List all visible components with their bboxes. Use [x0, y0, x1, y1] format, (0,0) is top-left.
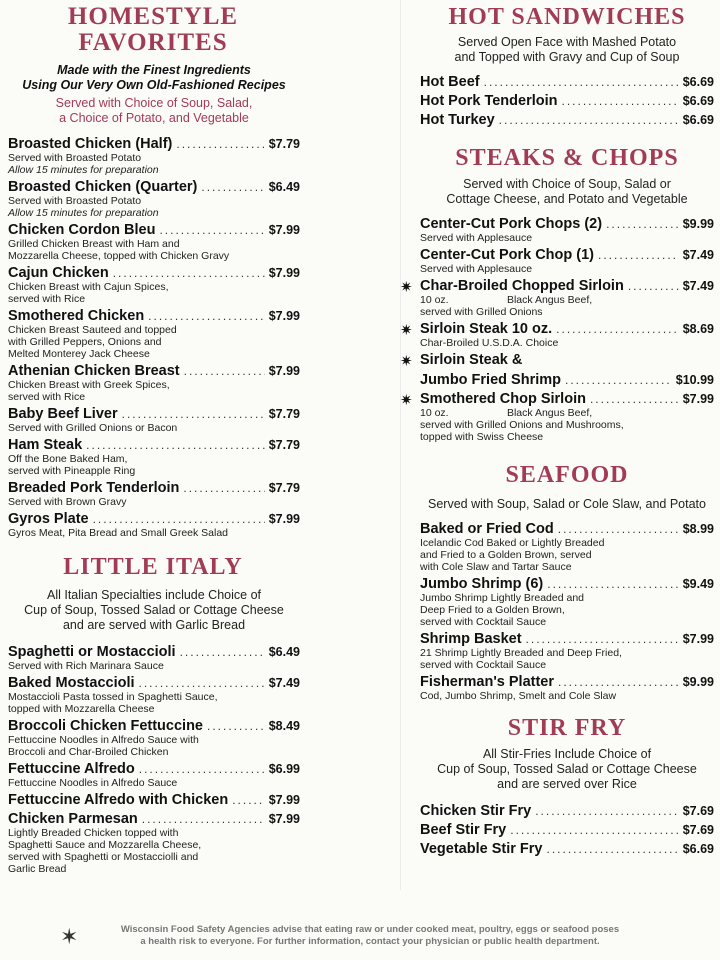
item-name: Smothered Chop Sirloin	[420, 391, 586, 408]
item-name: Sirloin Steak 10 oz.	[420, 321, 553, 338]
menu-item	[420, 521, 714, 573]
menu-item	[8, 265, 300, 305]
item-price: $7.79	[268, 480, 300, 495]
item-desc: and Fried to a Golden Brown, served	[420, 548, 592, 561]
homestyle-title-line1: HOMESTYLE	[67, 3, 239, 30]
item-desc: served with Rice	[8, 292, 86, 305]
item-name: Hot Beef	[420, 74, 480, 91]
item-name: Center-Cut Pork Chop (1)	[420, 247, 594, 264]
item-desc: Fettuccine Noodles in Alfredo Sauce with	[8, 733, 199, 746]
item-desc: Spaghetti Sauce and Mozzarella Cheese,	[8, 838, 202, 851]
item-note: Allow 15 minutes for preparation	[8, 163, 159, 176]
stirfry-intro-1: All Stir-Fries Include Choice of	[482, 746, 652, 761]
homestyle-intro-2: Using Our Very Own Old-Fashioned Recipes	[22, 77, 286, 92]
item-desc: Chicken Breast with Greek Spices,	[8, 378, 170, 391]
stirfry-intro-2: Cup of Soup, Tossed Salad or Cottage Cheese	[437, 761, 697, 776]
menu-item	[8, 811, 300, 875]
item-desc: Jumbo Shrimp Lightly Breaded and	[420, 591, 585, 604]
item-name: Fettuccine Alfredo with Chicken	[8, 791, 229, 808]
item-name: Baked or Fried Cod	[420, 520, 554, 537]
item-name: Sirloin Steak &	[420, 352, 523, 369]
item-name: Vegetable Stir Fry	[420, 840, 543, 857]
homestyle-served-1: Served with Choice of Soup, Salad,	[55, 95, 253, 110]
item-desc: with Cole Slaw and Tartar Sauce	[420, 560, 572, 573]
item-desc: Off the Bone Baked Ham,	[8, 452, 128, 465]
item-desc: Served with Applesauce	[420, 232, 533, 245]
item-desc: Served with Broasted Potato	[8, 151, 142, 164]
item-desc: Grilled Chicken Breast with Ham and	[8, 237, 180, 250]
item-desc: Deep Fried to a Golden Brown,	[420, 603, 565, 616]
menu-item	[8, 136, 300, 176]
italy-intro-1: All Italian Specialties include Choice of	[46, 587, 261, 602]
item-price: $7.99	[682, 392, 714, 407]
stir-fry-title: STIR FRY	[507, 714, 627, 741]
item-name: Hot Pork Tenderloin	[420, 93, 558, 110]
item-price: $6.69	[682, 113, 714, 128]
menu-item	[8, 437, 300, 477]
item-name: Beef Stir Fry	[420, 821, 507, 838]
item-desc: Char-Broiled U.S.D.A. Choice	[420, 337, 559, 350]
italy-items	[8, 644, 300, 875]
item-desc: 10 oz. Black Angus Beef,	[420, 294, 593, 307]
item-desc: topped with Swiss Cheese	[420, 431, 544, 444]
stirfry-intro-3: and are served over Rice	[497, 776, 637, 791]
menu-item	[8, 675, 300, 715]
item-price: $7.99	[268, 265, 300, 280]
item-desc: served with Grilled Onions and Mushrooms,	[420, 419, 624, 432]
item-price: $9.99	[682, 674, 714, 689]
menu-item	[420, 93, 714, 109]
item-name: Ham Steak	[8, 436, 83, 453]
item-price: $7.69	[682, 822, 714, 837]
item-desc: Served with Applesauce	[420, 263, 533, 276]
item-desc: Broccoli and Char-Broiled Chicken	[8, 745, 169, 758]
menu-item	[420, 631, 714, 671]
item-name: Shrimp Basket	[420, 630, 522, 647]
menu-item	[400, 278, 714, 319]
item-desc: Chicken Breast Sauteed and topped	[8, 323, 177, 336]
star-icon: ✷	[400, 279, 413, 297]
item-desc: Served with Broasted Potato	[8, 194, 142, 207]
item-price: $8.99	[682, 521, 714, 536]
homestyle-title-line2: FAVORITES	[78, 29, 228, 57]
menu-item	[420, 822, 714, 838]
menu-item	[420, 74, 714, 90]
item-desc: Fettuccine Noodles in Alfredo Sauce	[8, 776, 178, 789]
menu-item	[8, 222, 300, 262]
star-icon: ✷	[400, 353, 413, 371]
footer-star-icon: ✶	[60, 924, 79, 949]
item-name: Fisherman's Platter	[420, 673, 554, 690]
item-desc: Icelandic Cod Baked or Lightly Breaded	[420, 536, 605, 549]
item-name: Athenian Chicken Breast	[8, 362, 180, 379]
item-name: Chicken Parmesan	[8, 810, 138, 827]
food-safety-notice	[60, 924, 680, 948]
item-desc: Chicken Breast with Cajun Spices,	[8, 280, 169, 293]
menu-item	[420, 841, 714, 857]
column-divider	[400, 0, 401, 890]
item-price: $6.49	[268, 644, 300, 659]
item-price: $7.79	[268, 136, 300, 151]
menu-item	[8, 644, 300, 672]
item-desc: served with Rice	[8, 390, 86, 403]
left-column	[8, 0, 300, 875]
menu-item	[8, 511, 300, 539]
menu-item	[8, 761, 300, 789]
item-price: $9.99	[682, 217, 714, 232]
item-name: Broasted Chicken (Quarter)	[8, 178, 198, 195]
item-desc: served with Spaghetti or Mostacciolli and	[8, 850, 199, 863]
homestyle-title	[8, 4, 298, 57]
item-name: Center-Cut Pork Chops (2)	[420, 216, 603, 233]
item-price: $7.79	[268, 437, 300, 452]
steaks-items	[400, 216, 714, 444]
italy-intro-2: Cup of Soup, Tossed Salad or Cottage Cheese	[24, 602, 284, 617]
item-name: Gyros Plate	[8, 510, 89, 527]
menu-item	[420, 112, 714, 128]
item-price: $6.69	[682, 94, 714, 109]
item-price: $7.79	[268, 406, 300, 421]
item-price: $7.99	[268, 308, 300, 323]
homestyle-intro-1: Made with the Finest Ingredients	[57, 62, 251, 77]
item-name: Hot Turkey	[420, 112, 495, 129]
item-desc: 10 oz. Black Angus Beef,	[420, 407, 593, 420]
item-price: $6.69	[682, 841, 714, 856]
item-desc: Served with Grilled Onions or Bacon	[8, 421, 178, 434]
item-desc: Served with Rich Marinara Sauce	[8, 659, 164, 672]
menu-item	[8, 718, 300, 758]
menu-item	[400, 321, 714, 350]
menu-item	[420, 247, 714, 275]
homestyle-items	[8, 136, 300, 539]
item-name-line2: Jumbo Fried Shrimp	[420, 372, 561, 389]
item-desc: Gyros Meat, Pita Bread and Small Greek Salad	[8, 526, 229, 539]
item-price: $6.69	[682, 75, 714, 90]
item-desc: topped with Mozzarella Cheese	[8, 702, 155, 715]
item-desc: Lightly Breaded Chicken topped with	[8, 826, 179, 839]
menu-item	[400, 391, 714, 444]
item-price: $8.49	[268, 718, 300, 733]
menu-item	[8, 480, 300, 508]
steaks-intro-1: Served with Choice of Soup, Salad or	[463, 177, 671, 192]
item-desc: Mozzarella Cheese, topped with Chicken Gravy	[8, 249, 230, 262]
item-name: Chicken Cordon Bleu	[8, 221, 156, 238]
star-icon: ✷	[400, 322, 413, 340]
menu-item	[8, 179, 300, 219]
item-price: $7.99	[268, 792, 300, 807]
right-column	[400, 0, 714, 857]
item-price: $7.99	[682, 631, 714, 646]
italy-intro-3: and are served with Garlic Bread	[62, 617, 246, 632]
item-desc: served with Cocktail Sauce	[420, 658, 547, 671]
item-name: Broasted Chicken (Half)	[8, 135, 173, 152]
homestyle-served-2: a Choice of Potato, and Vegetable	[59, 110, 249, 125]
item-name: Chicken Stir Fry	[420, 802, 532, 819]
item-price: $6.49	[268, 179, 300, 194]
item-desc: 21 Shrimp Lightly Breaded and Deep Fried,	[420, 646, 622, 659]
item-price: $8.69	[682, 322, 714, 337]
menu-item	[8, 363, 300, 403]
item-desc: with Grilled Peppers, Onions and	[8, 335, 162, 348]
item-name: Breaded Pork Tenderloin	[8, 479, 180, 496]
item-name: Jumbo Shrimp (6)	[420, 575, 544, 592]
item-price: $7.99	[268, 363, 300, 378]
seafood-title: SEAFOOD	[505, 462, 629, 489]
item-name: Spaghetti or Mostaccioli	[8, 643, 176, 660]
item-price: $7.99	[268, 511, 300, 526]
hot-items	[420, 74, 714, 128]
item-price: $7.99	[268, 222, 300, 237]
item-price: $7.99	[268, 811, 300, 826]
item-price: $6.99	[268, 761, 300, 776]
menu-item	[420, 803, 714, 819]
hot-intro-1: Served Open Face with Mashed Potato	[457, 35, 677, 50]
item-name: Baby Beef Liver	[8, 405, 118, 422]
menu-item	[420, 216, 714, 244]
item-desc: Served with Brown Gravy	[8, 495, 127, 508]
item-name: Char-Broiled Chopped Sirloin	[420, 278, 624, 295]
hot-intro-2: and Topped with Gravy and Cup of Soup	[454, 50, 680, 65]
menu-item	[420, 576, 714, 628]
food-safety-line2: a health risk to everyone. For further information, contact your physician or public health department.	[140, 936, 600, 947]
item-price: $7.49	[682, 248, 714, 263]
item-desc: served with Pineapple Ring	[8, 464, 136, 477]
star-icon: ✷	[400, 392, 413, 410]
stirfry-items	[420, 803, 714, 857]
item-desc: Cod, Jumbo Shrimp, Smelt and Cole Slaw	[420, 689, 617, 702]
menu-item	[8, 792, 300, 808]
item-desc: served with Grilled Onions	[420, 306, 543, 319]
seafood-items	[420, 521, 714, 702]
steaks-intro-2: Cottage Cheese, and Potato and Vegetable	[446, 192, 688, 207]
item-price: $7.49	[268, 675, 300, 690]
menu-item	[400, 352, 714, 389]
steaks-title: STEAKS & CHOPS	[455, 145, 679, 172]
item-price: $10.99	[675, 373, 714, 388]
item-name: Cajun Chicken	[8, 264, 109, 281]
menu-item	[8, 308, 300, 360]
item-price: $7.69	[682, 803, 714, 818]
menu-item	[420, 674, 714, 702]
item-name: Fettuccine Alfredo	[8, 760, 135, 777]
seafood-intro: Served with Soup, Salad or Cole Slaw, and Potato	[428, 496, 706, 511]
item-desc: Mostaccioli Pasta tossed in Spaghetti Sauce,	[8, 690, 218, 703]
item-name: Smothered Chicken	[8, 307, 145, 324]
hot-sandwiches-title: HOT SANDWICHES	[448, 4, 686, 30]
item-price: $9.49	[682, 576, 714, 591]
item-desc: Garlic Bread	[8, 862, 67, 875]
menu-item	[8, 406, 300, 434]
food-safety-line1: Wisconsin Food Safety Agencies advise that eating raw or under cooked meat, poultry, eggs or seafood poses	[120, 924, 620, 935]
item-note: Allow 15 minutes for preparation	[8, 206, 159, 219]
item-name: Baked Mostaccioli	[8, 674, 135, 691]
item-price: $7.49	[682, 279, 714, 294]
italy-title: LITTLE ITALY	[63, 553, 243, 580]
item-desc: Melted Monterey Jack Cheese	[8, 347, 150, 360]
item-desc: served with Cocktail Sauce	[420, 615, 547, 628]
item-name: Broccoli Chicken Fettuccine	[8, 717, 203, 734]
